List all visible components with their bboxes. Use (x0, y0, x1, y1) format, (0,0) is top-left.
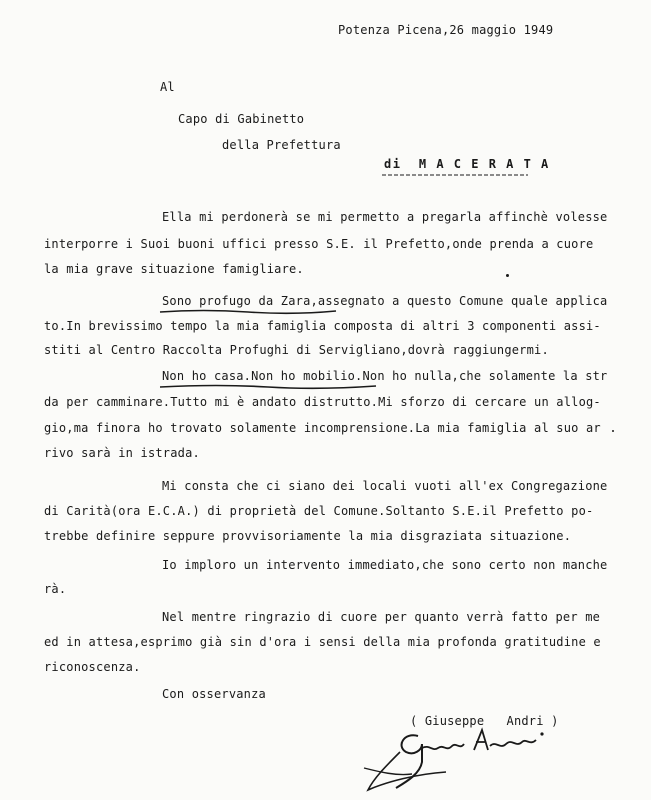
recipient-line-3: di M A C E R A T A (384, 157, 550, 171)
body-line-2: interporre i Suoi buoni uffici presso S.E. il Prefetto,onde prenda a cuore (44, 237, 594, 251)
ink-speck (506, 274, 509, 277)
body-line-13: trebbe definire seppure provvisoriamente la mia disgraziata situazione. (44, 529, 572, 543)
body-line-7: Non ho casa.Non ho mobilio.Non ho nulla,che solamente la str (162, 369, 608, 383)
closing: Con osservanza (162, 687, 266, 701)
handwritten-underline-1 (158, 308, 338, 316)
body-line-16: Nel mentre ringrazio di cuore per quanto verrà fatto per me (162, 610, 601, 624)
body-line-12: di Carità(ora E.C.A.) di proprietà del Comune.Soltanto S.E.il Prefetto po- (44, 504, 594, 518)
body-line-15: rà. (44, 582, 67, 596)
body-line-9: gio,ma finora ho trovato solamente incomprensione.La mia famiglia al suo ar (44, 421, 601, 435)
body-line-18: riconoscenza. (44, 660, 141, 674)
body-line-10: rivo sarà in istrada. (44, 446, 200, 460)
recipient-line-2: della Prefettura (222, 138, 341, 152)
body-line-5: to.In brevissimo tempo la mia famiglia composta di altri 3 componenti assi- (44, 319, 601, 333)
ink-speck (612, 430, 614, 432)
body-line-14: Io imploro un intervento immediato,che sono certo non manche (162, 558, 608, 572)
body-line-8: da per camminare.Tutto mi è andato distrutto.Mi sforzo di cercare un allog- (44, 395, 601, 409)
body-line-4: Sono profugo da Zara,assegnato a questo Comune quale applica (162, 294, 608, 308)
handwritten-underline-2 (158, 383, 378, 391)
body-line-6: stiti al Centro Raccolta Profughi di Servigliano,dovrà raggiungermi. (44, 343, 549, 357)
signatory-name: ( Giuseppe Andri ) (410, 714, 559, 728)
handwritten-signature (356, 722, 556, 798)
body-line-1: Ella mi perdonerà se mi permetto a pregarla affinchè volesse (162, 210, 608, 224)
recipient-underline (380, 172, 530, 178)
body-line-17: ed in attesa,esprimo già sin d'ora i sensi della mia profonda gratitudine e (44, 635, 601, 649)
body-line-11: Mi consta che ci siano dei locali vuoti all'ex Congregazione (162, 479, 608, 493)
recipient-line-1: Capo di Gabinetto (178, 112, 305, 126)
body-line-3: la mia grave situazione famigliare. (44, 262, 304, 276)
place-date: Potenza Picena,26 maggio 1949 (338, 23, 554, 37)
recipient-to: Al (160, 80, 175, 94)
